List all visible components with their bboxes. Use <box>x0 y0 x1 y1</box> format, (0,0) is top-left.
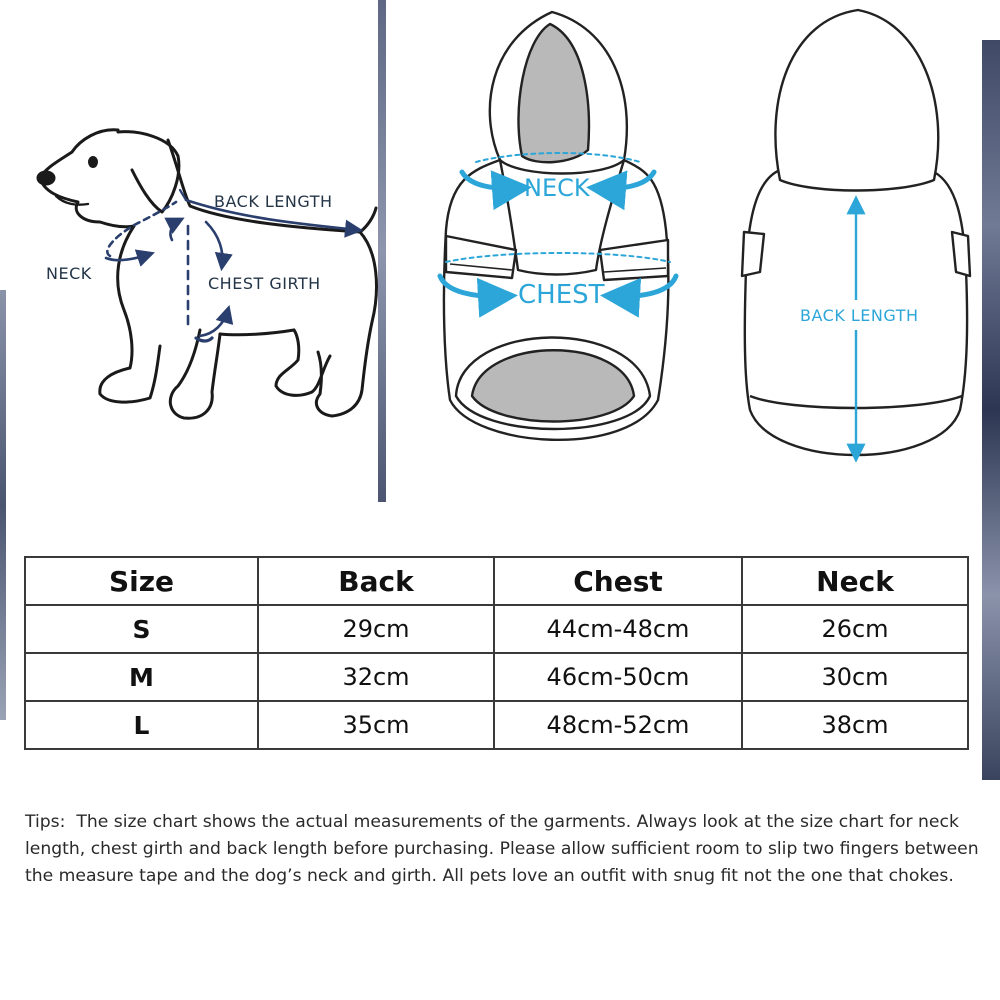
dog-nose <box>38 172 54 184</box>
neck-cell: 38cm <box>742 701 968 749</box>
hoodie-neck-label: NECK <box>524 174 590 202</box>
tips-text: The size chart shows the actual measurements of the garments. Always look at the size chart for neck length, chest girth and back length before purchasing. Please allow sufficient room to slip two fingers between the measure tape and the dog’s neck and girth. All pets love an outfit with snug fit not the one that chokes. <box>25 812 979 886</box>
chest-cell: 48cm-52cm <box>494 701 742 749</box>
size-cell: L <box>25 701 258 749</box>
hoodie-back-sleeve-right <box>952 232 970 276</box>
hoodie-front <box>444 12 669 440</box>
dog-back-length-label: BACK LENGTH <box>214 192 333 211</box>
hoodie-back-hood <box>775 10 938 191</box>
size-cell: S <box>25 605 258 653</box>
size-table <box>24 556 969 750</box>
table-row <box>25 653 968 701</box>
header-back: Back <box>258 557 494 605</box>
header-size: Size <box>25 557 258 605</box>
hoodie-back-sleeve-left <box>742 232 764 276</box>
size-cell: M <box>25 653 258 701</box>
dog-chest-girth-label: CHEST GIRTH <box>208 274 321 293</box>
dog-tail <box>360 208 376 232</box>
hoodie-back-length-label: BACK LENGTH <box>800 306 919 325</box>
tips-paragraph <box>25 809 980 890</box>
dog-eye <box>90 158 97 167</box>
chest-cell: 46cm-50cm <box>494 653 742 701</box>
header-chest: Chest <box>494 557 742 605</box>
chest-cell: 44cm-48cm <box>494 605 742 653</box>
dog-measure-guides <box>106 190 358 341</box>
dog-front-leg-2 <box>170 330 220 418</box>
hoodie-chest-label: CHEST <box>518 280 605 310</box>
header-neck: Neck <box>742 557 968 605</box>
back-cell: 35cm <box>258 701 494 749</box>
neck-cell: 30cm <box>742 653 968 701</box>
dog-rear <box>316 232 376 416</box>
dog-belly <box>220 330 294 335</box>
back-cell: 32cm <box>258 653 494 701</box>
neck-cell: 26cm <box>742 605 968 653</box>
table-row <box>25 701 968 749</box>
dog-chest <box>100 226 160 402</box>
tips-prefix: Tips: <box>25 812 66 832</box>
table-row <box>25 605 968 653</box>
size-table-header <box>25 557 968 605</box>
neck-ring <box>107 202 176 256</box>
back-cell: 29cm <box>258 605 494 653</box>
dog-neck-label: NECK <box>46 264 92 283</box>
